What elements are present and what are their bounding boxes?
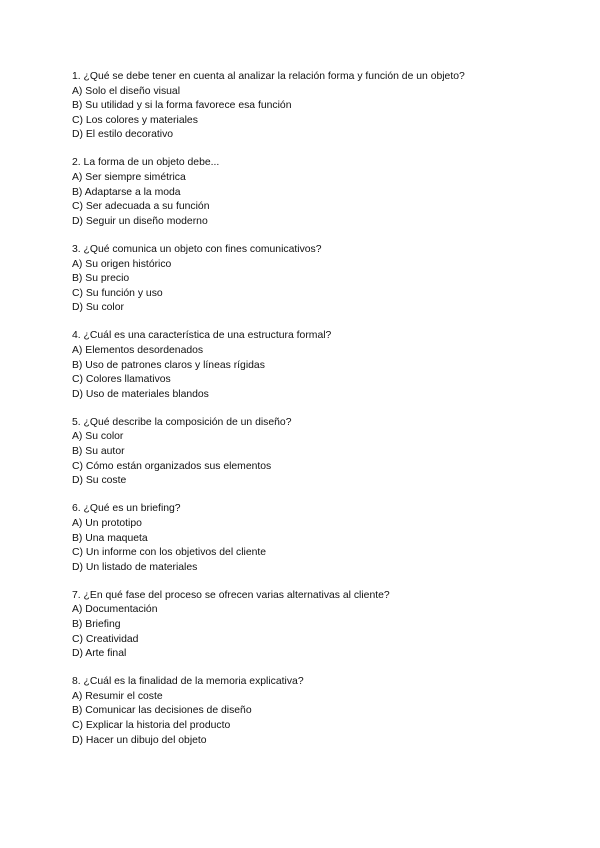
question-2 [72, 156, 572, 229]
question-prompt: 1. ¿Qué se debe tener en cuenta al analizar la relación forma y función de un objeto? [72, 71, 465, 82]
option-c: C) Un informe con los objetivos del cliente [72, 547, 267, 559]
option-d: D) Su color [72, 302, 124, 314]
question-1 [72, 70, 572, 143]
option-c: C) Los colores y materiales [72, 114, 198, 126]
option-a: A) Resumir el coste [72, 690, 163, 702]
option-b: B) Su autor [72, 446, 125, 458]
option-d: D) Un listado de materiales [72, 561, 198, 573]
question-3 [72, 243, 572, 316]
option-d: D) Uso de materiales blandos [72, 388, 209, 400]
option-d: D) Seguir un diseño moderno [72, 215, 208, 227]
question-prompt: 6. ¿Qué es un briefing? [72, 503, 181, 515]
question-5 [72, 416, 572, 489]
option-d: D) Arte final [72, 648, 127, 660]
question-prompt: 5. ¿Qué describe la composición de un diseño? [72, 416, 292, 428]
option-a: A) Ser siempre simétrica [72, 172, 186, 184]
option-c: C) Colores llamativos [72, 374, 171, 386]
question-8 [72, 675, 572, 748]
option-b: B) Briefing [72, 619, 121, 630]
option-b: B) Su precio [72, 273, 130, 285]
option-c: C) Su función y uso [72, 287, 163, 299]
option-a: A) Un prototipo [72, 517, 142, 529]
question-7 [72, 589, 572, 662]
option-a: A) Documentación [72, 604, 158, 616]
option-b: B) Comunicar las decisiones de diseño [72, 705, 252, 717]
question-prompt: 7. ¿En qué fase del proceso se ofrecen varias alternativas al cliente? [72, 589, 390, 601]
question-4 [72, 329, 572, 402]
option-a: A) Su color [72, 431, 124, 443]
option-b: B) Su utilidad y si la forma favorece esa función [72, 100, 292, 112]
option-d: D) El estilo decorativo [72, 129, 174, 141]
question-prompt: 2. La forma de un objeto debe... [72, 157, 220, 169]
option-a: A) Su origen histórico [72, 258, 172, 270]
question-prompt: 3. ¿Qué comunica un objeto con fines comunicativos? [72, 243, 322, 255]
option-a: A) Elementos desordenados [72, 345, 204, 356]
option-d: D) Su coste [72, 475, 127, 487]
question-prompt: 8. ¿Cuál es la finalidad de la memoria explicativa? [72, 676, 304, 688]
option-a: A) Solo el diseño visual [72, 85, 181, 97]
question-6 [72, 502, 572, 575]
option-b: B) Una maqueta [72, 532, 148, 544]
question-prompt: 4. ¿Cuál es una característica de una estructura formal? [72, 330, 332, 342]
option-b: B) Adaptarse a la moda [72, 186, 181, 198]
option-d: D) Hacer un dibujo del objeto [72, 734, 207, 746]
option-c: C) Ser adecuada a su función [72, 201, 210, 213]
option-c: C) Explicar la historia del producto [72, 720, 231, 732]
option-c: C) Creatividad [72, 633, 139, 645]
option-c: C) Cómo están organizados sus elementos [72, 460, 272, 472]
option-b: B) Uso de patrones claros y líneas rígidas [72, 359, 265, 371]
quiz-page [72, 70, 572, 762]
